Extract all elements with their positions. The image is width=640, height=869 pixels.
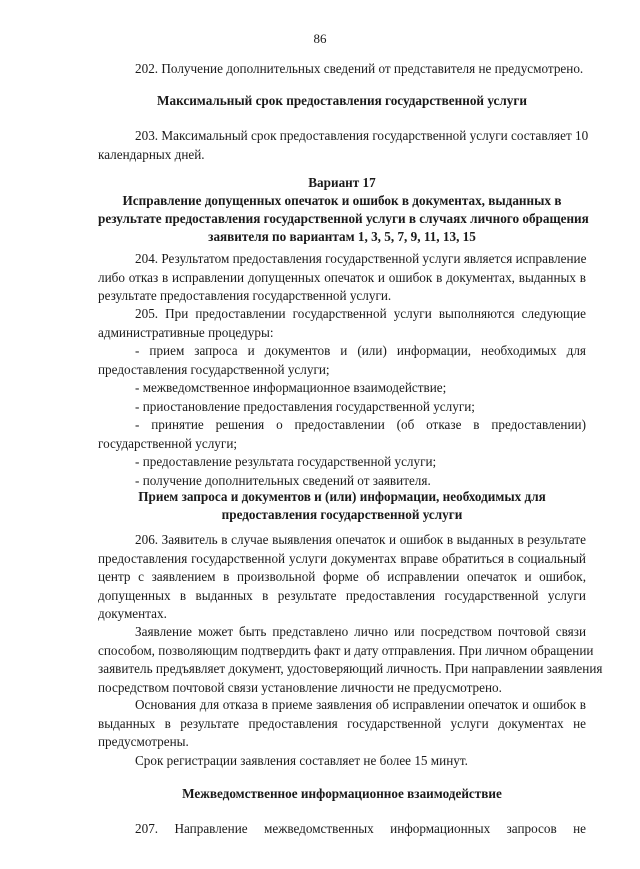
text-line: календарных дней. [98, 146, 205, 162]
list-item: - приостановление предоставления государственной услуги; [135, 398, 475, 414]
list-item: - предоставление результата государственной услуги; [135, 454, 437, 469]
text-line: посредством почтовой связи установление личности не предусмотрено. [98, 679, 502, 695]
text-line: результате предоставления государственной услуги. [98, 288, 392, 303]
list-item-continuation: государственной услуги; [98, 435, 238, 451]
procedures-list [98, 342, 586, 490]
paragraph-207 [98, 820, 586, 839]
text-line: способом, позволяющим подтвердить факт и дату отправления. При личном обращении [98, 642, 594, 658]
heading-max-term: Максимальный срок предоставления государственной услуги [157, 93, 527, 108]
text-line: документах. [98, 606, 167, 621]
list-item: - прием запроса и документов и (или) информации, необходимых для [135, 343, 586, 358]
page-number: 86 [313, 31, 327, 46]
text-line: выданных в результате предоставления государственной услуги документах не [98, 715, 586, 731]
paragraph-registration-term: Срок регистрации заявления составляет не более 15 минут. [135, 753, 468, 768]
heading-interagency: Межведомственное информационное взаимодействие [182, 786, 502, 801]
heading-line: Прием запроса и документов и (или) информации, необходимых для [138, 489, 546, 504]
text-line: 203. Максимальный срок предоставления государственной услуги составляет 10 [135, 128, 589, 143]
text-line: 207. Направление межведомственных информационных запросов не [135, 821, 586, 836]
text-line: 206. Заявитель в случае выявления опечаток и ошибок в выданных в результате [135, 532, 586, 547]
heading-line: Вариант 17 [308, 175, 376, 190]
text-line: предоставления государственной услуги документах вправе обратиться в социальный [98, 550, 586, 566]
paragraph-206 [98, 531, 586, 624]
list-item-continuation: предоставления государственной услуги; [98, 361, 330, 377]
paragraph-205 [98, 305, 586, 342]
paragraph-203 [98, 127, 589, 164]
list-item: - межведомственное информационное взаимодействие; [135, 380, 447, 395]
text-line: 205. При предоставлении государственной услуги выполняются следующие [135, 306, 586, 321]
heading-variant-17 [98, 174, 589, 246]
heading-line: предоставления государственной услуги [221, 507, 463, 522]
heading-line: результате предоставления государственной услуги в случаях личного обращения [98, 211, 589, 226]
paragraph-202: 202. Получение дополнительных сведений от представителя не предусмотрено. [135, 61, 584, 76]
list-item: - принятие решения о предоставлении (об отказе в предоставлении) [135, 417, 586, 432]
paragraph-refusal-grounds [98, 696, 586, 752]
heading-line: заявителя по вариантам 1, 3, 5, 7, 9, 11, 13, 15 [208, 229, 476, 244]
text-line: Заявление может быть представлено лично или посредством почтовой связи [135, 624, 586, 639]
text-line: предусмотрены. [98, 734, 189, 749]
text-line: Основания для отказа в приеме заявления об исправлении опечаток и ошибок в [135, 697, 586, 712]
heading-line: Исправление допущенных опечаток и ошибок в документах, выданных в [122, 193, 562, 208]
list-item: - получение дополнительных сведений от заявителя. [135, 472, 431, 488]
text-line: 204. Результатом предоставления государственной услуги является исправление [135, 251, 587, 266]
text-line: допущенных в выданных в результате предоставления государственной услуги [98, 587, 586, 603]
heading-request-reception [98, 488, 586, 524]
text-line: центр с заявлением в произвольной форме об исправлении опечаток и ошибок, [98, 569, 586, 584]
paragraph-204 [98, 250, 586, 306]
text-line: либо отказ в исправлении допущенных опечаток и ошибок в документах, выданных в [98, 269, 586, 285]
text-line: заявитель предъявляет документ, удостоверяющий личность. При направлении заявления [98, 661, 603, 676]
text-line: административные процедуры: [98, 324, 274, 340]
paragraph-application [98, 623, 603, 697]
